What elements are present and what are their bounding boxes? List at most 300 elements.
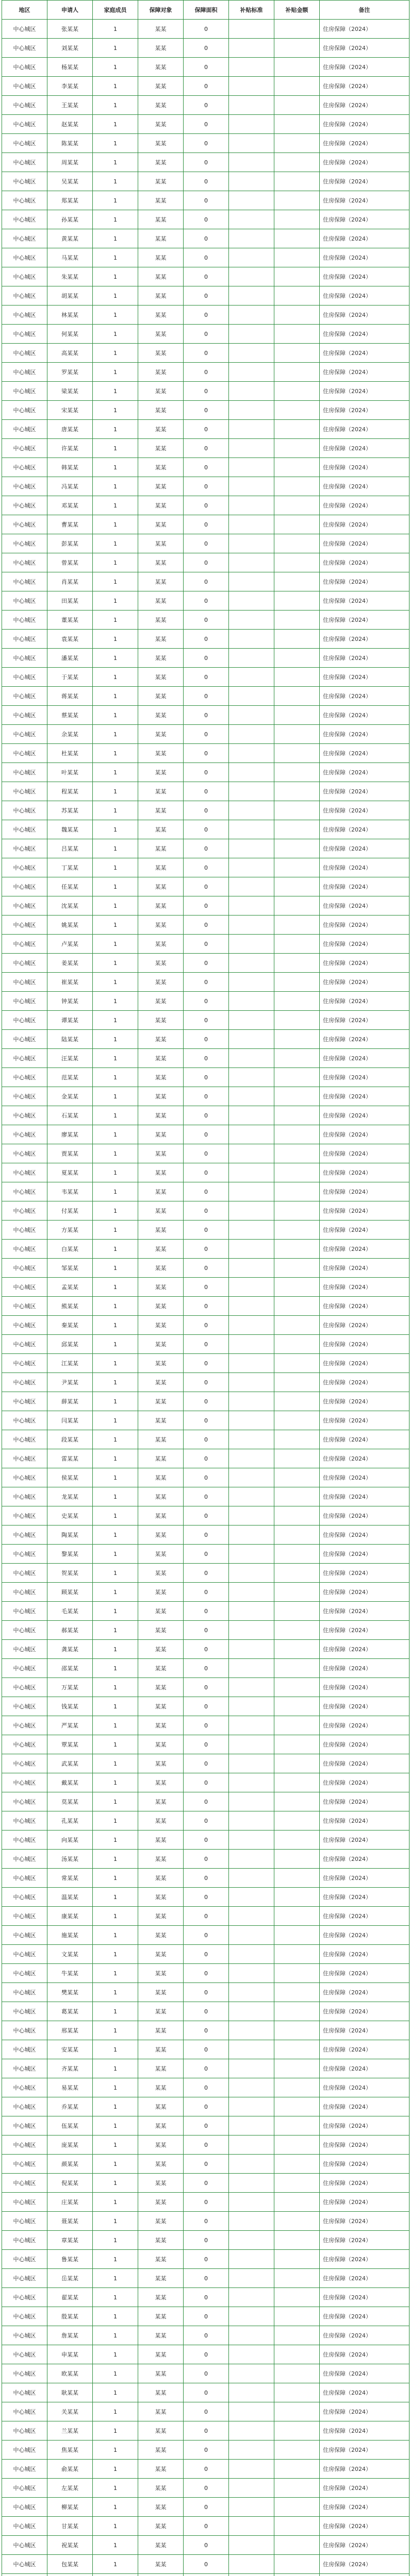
table-cell: 中心城区 xyxy=(2,782,47,801)
table-row xyxy=(2,1068,409,1087)
table-row xyxy=(2,2536,409,2555)
table-row xyxy=(2,134,409,153)
table-cell xyxy=(274,401,320,420)
table-row xyxy=(2,820,409,839)
table-cell xyxy=(229,706,274,725)
table-cell xyxy=(229,1221,274,1240)
table-cell xyxy=(229,2364,274,2383)
table-cell: 中心城区 xyxy=(2,191,47,210)
table-cell: 某某 xyxy=(138,2536,184,2555)
table-cell: 住房保障（2024） xyxy=(320,496,409,515)
table-cell xyxy=(229,1697,274,1716)
table-cell: 某某 xyxy=(138,2078,184,2097)
table-cell: 住房保障（2024） xyxy=(320,1182,409,1201)
table-row xyxy=(2,1792,409,1811)
table-cell: 邹某某 xyxy=(47,1259,93,1278)
table-cell: 住房保障（2024） xyxy=(320,2078,409,2097)
table-cell: 某某 xyxy=(138,439,184,458)
table-cell: 中心城区 xyxy=(2,1373,47,1392)
table-cell: 某某 xyxy=(138,1106,184,1125)
table-cell xyxy=(229,1964,274,1983)
table-cell: 中心城区 xyxy=(2,382,47,401)
table-cell xyxy=(274,2116,320,2136)
table-row xyxy=(2,1449,409,1468)
table-row xyxy=(2,77,409,96)
table-cell: 左某某 xyxy=(47,2479,93,2498)
table-cell: 某某 xyxy=(138,1640,184,1659)
table-cell: 易某某 xyxy=(47,2078,93,2097)
table-cell xyxy=(274,725,320,744)
table-cell: 某某 xyxy=(138,420,184,439)
table-cell: 1 xyxy=(93,58,138,77)
table-cell: 1 xyxy=(93,2193,138,2212)
table-cell: 中心城区 xyxy=(2,1163,47,1182)
table-cell: 温某某 xyxy=(47,1888,93,1907)
table-row xyxy=(2,2002,409,2021)
table-cell xyxy=(229,1125,274,1144)
table-cell: 0 xyxy=(184,115,229,134)
table-cell: 某某 xyxy=(138,1888,184,1907)
table-cell: 住房保障（2024） xyxy=(320,1545,409,1564)
table-cell: 1 xyxy=(93,306,138,325)
column-header: 补贴标准 xyxy=(229,1,274,20)
table-cell: 余某某 xyxy=(47,725,93,744)
table-cell: 0 xyxy=(184,2193,229,2212)
table-cell: 某某 xyxy=(138,916,184,935)
table-cell: 施某某 xyxy=(47,1926,93,1945)
table-cell: 1 xyxy=(93,1945,138,1964)
table-cell: 中心城区 xyxy=(2,2536,47,2555)
table-row xyxy=(2,877,409,896)
table-cell: 1 xyxy=(93,39,138,58)
table-cell xyxy=(274,1030,320,1049)
table-cell: 熊某某 xyxy=(47,1297,93,1316)
table-cell: 常某某 xyxy=(47,1869,93,1888)
table-cell: 0 xyxy=(184,2307,229,2326)
table-cell: 吕某某 xyxy=(47,839,93,858)
table-cell: 1 xyxy=(93,1602,138,1621)
table-cell: 齐某某 xyxy=(47,2059,93,2078)
table-cell: 住房保障（2024） xyxy=(320,2421,409,2441)
table-cell: 某某 xyxy=(138,630,184,649)
table-cell: 中心城区 xyxy=(2,706,47,725)
table-cell xyxy=(274,2231,320,2250)
table-cell: 焦某某 xyxy=(47,2441,93,2460)
table-cell: 中心城区 xyxy=(2,439,47,458)
table-cell: 1 xyxy=(93,2040,138,2059)
table-cell: 1 xyxy=(93,2059,138,2078)
column-header: 申请人 xyxy=(47,1,93,20)
table-row xyxy=(2,1564,409,1583)
table-cell: 0 xyxy=(184,1316,229,1335)
table-cell: 武某某 xyxy=(47,1754,93,1773)
table-cell: 某某 xyxy=(138,1487,184,1506)
column-header: 保障面积 xyxy=(184,1,229,20)
table-cell xyxy=(229,210,274,229)
table-cell: 中心城区 xyxy=(2,115,47,134)
table-cell: 住房保障（2024） xyxy=(320,286,409,306)
table-cell: 柳某某 xyxy=(47,2498,93,2517)
table-cell: 中心城区 xyxy=(2,2002,47,2021)
table-row xyxy=(2,1907,409,1926)
table-cell: 侯某某 xyxy=(47,1468,93,1487)
table-cell xyxy=(274,1621,320,1640)
table-cell: 住房保障（2024） xyxy=(320,1926,409,1945)
table-cell: 住房保障（2024） xyxy=(320,1945,409,1964)
table-cell xyxy=(229,2116,274,2136)
table-cell xyxy=(274,896,320,916)
table-cell: 住房保障（2024） xyxy=(320,2174,409,2193)
table-cell: 1 xyxy=(93,858,138,877)
table-cell: 住房保障（2024） xyxy=(320,2460,409,2479)
table-row xyxy=(2,839,409,858)
table-cell: 1 xyxy=(93,744,138,763)
table-cell xyxy=(229,267,274,286)
table-cell: 中心城区 xyxy=(2,1221,47,1240)
table-cell xyxy=(274,2536,320,2555)
table-cell xyxy=(274,553,320,572)
table-cell: 邵某某 xyxy=(47,1659,93,1678)
table-row xyxy=(2,267,409,286)
table-cell xyxy=(274,439,320,458)
table-cell xyxy=(229,1926,274,1945)
table-cell xyxy=(274,1068,320,1087)
table-cell: 某某 xyxy=(138,1297,184,1316)
table-cell: 1 xyxy=(93,1621,138,1640)
table-cell: 胡某某 xyxy=(47,286,93,306)
table-cell: 中心城区 xyxy=(2,229,47,248)
table-cell xyxy=(274,2498,320,2517)
table-cell: 0 xyxy=(184,1926,229,1945)
table-row xyxy=(2,687,409,706)
column-header: 备注 xyxy=(320,1,409,20)
table-cell: 某某 xyxy=(138,1678,184,1697)
table-cell: 0 xyxy=(184,1983,229,2002)
table-cell: 住房保障（2024） xyxy=(320,363,409,382)
table-cell: 住房保障（2024） xyxy=(320,649,409,668)
table-cell xyxy=(274,1335,320,1354)
table-cell: 0 xyxy=(184,591,229,611)
table-cell: 1 xyxy=(93,1182,138,1201)
table-cell: 住房保障（2024） xyxy=(320,96,409,115)
table-cell xyxy=(274,1831,320,1850)
table-cell: 某某 xyxy=(138,1392,184,1411)
table-cell: 中心城区 xyxy=(2,1773,47,1792)
table-cell xyxy=(274,1659,320,1678)
table-cell: 中心城区 xyxy=(2,2345,47,2364)
table-cell: 1 xyxy=(93,134,138,153)
table-cell xyxy=(229,58,274,77)
table-cell: 1 xyxy=(93,1869,138,1888)
table-cell: 曾某某 xyxy=(47,553,93,572)
table-cell: 中心城区 xyxy=(2,1335,47,1354)
table-row xyxy=(2,591,409,611)
table-cell: 王某某 xyxy=(47,96,93,115)
table-cell: 颜某某 xyxy=(47,2155,93,2174)
table-cell xyxy=(274,591,320,611)
table-cell: 顾某某 xyxy=(47,1583,93,1602)
table-cell: 中心城区 xyxy=(2,1602,47,1621)
table-cell: 付某某 xyxy=(47,1201,93,1221)
table-cell: 某某 xyxy=(138,325,184,344)
table-cell: 贺某某 xyxy=(47,1564,93,1583)
table-cell xyxy=(274,1163,320,1182)
table-cell: 岳某某 xyxy=(47,2269,93,2288)
table-cell: 住房保障（2024） xyxy=(320,725,409,744)
column-header: 家庭成员 xyxy=(93,1,138,20)
table-cell: 某某 xyxy=(138,477,184,496)
table-cell: 1 xyxy=(93,1201,138,1221)
table-cell: 0 xyxy=(184,1811,229,1831)
table-cell: 某某 xyxy=(138,172,184,191)
table-cell: 中心城区 xyxy=(2,134,47,153)
table-cell: 牛某某 xyxy=(47,1964,93,1983)
table-cell: 邢某某 xyxy=(47,2021,93,2040)
table-cell: 1 xyxy=(93,2116,138,2136)
table-cell: 中心城区 xyxy=(2,954,47,973)
table-cell: 闫某某 xyxy=(47,1411,93,1430)
table-cell xyxy=(229,763,274,782)
table-cell: 住房保障（2024） xyxy=(320,2498,409,2517)
table-cell xyxy=(229,1068,274,1087)
table-cell: 中心城区 xyxy=(2,2479,47,2498)
table-cell xyxy=(229,1640,274,1659)
table-cell: 中心城区 xyxy=(2,1201,47,1221)
table-cell: 某某 xyxy=(138,1564,184,1583)
table-row xyxy=(2,2174,409,2193)
table-cell: 1 xyxy=(93,916,138,935)
table-cell xyxy=(229,20,274,39)
table-cell: 1 xyxy=(93,477,138,496)
table-cell: 住房保障（2024） xyxy=(320,611,409,630)
table-cell: 某某 xyxy=(138,191,184,210)
table-cell xyxy=(274,858,320,877)
table-cell xyxy=(229,2441,274,2460)
table-cell: 某某 xyxy=(138,744,184,763)
table-cell: 某某 xyxy=(138,801,184,820)
table-row xyxy=(2,1144,409,1163)
table-cell: 0 xyxy=(184,1792,229,1811)
table-cell: 中心城区 xyxy=(2,2155,47,2174)
column-header: 保障对象 xyxy=(138,1,184,20)
table-cell: 中心城区 xyxy=(2,1430,47,1449)
table-cell xyxy=(274,2269,320,2288)
table-cell: 住房保障（2024） xyxy=(320,1411,409,1430)
table-cell xyxy=(274,1201,320,1221)
table-row xyxy=(2,2250,409,2269)
table-cell: 某某 xyxy=(138,973,184,992)
table-cell: 某某 xyxy=(138,2250,184,2269)
table-cell: 雷某某 xyxy=(47,1449,93,1468)
table-row xyxy=(2,2059,409,2078)
table-cell: 住房保障（2024） xyxy=(320,1506,409,1526)
table-cell: 住房保障（2024） xyxy=(320,763,409,782)
table-cell: 某某 xyxy=(138,725,184,744)
table-cell: 住房保障（2024） xyxy=(320,1163,409,1182)
table-cell: 0 xyxy=(184,1221,229,1240)
table-cell: 住房保障（2024） xyxy=(320,2021,409,2040)
table-cell: 0 xyxy=(184,916,229,935)
table-cell: 住房保障（2024） xyxy=(320,58,409,77)
table-cell: 中心城区 xyxy=(2,801,47,820)
table-cell: 袁某某 xyxy=(47,630,93,649)
table-row xyxy=(2,973,409,992)
table-cell: 住房保障（2024） xyxy=(320,1583,409,1602)
table-cell: 吴某某 xyxy=(47,172,93,191)
table-cell: 张某某 xyxy=(47,20,93,39)
table-cell: 0 xyxy=(184,1011,229,1030)
table-cell xyxy=(320,2574,409,2576)
table-cell: 住房保障（2024） xyxy=(320,1030,409,1049)
table-cell xyxy=(229,649,274,668)
table-row xyxy=(2,1831,409,1850)
table-cell: 1 xyxy=(93,992,138,1011)
table-cell: 住房保障（2024） xyxy=(320,973,409,992)
table-cell xyxy=(274,1754,320,1773)
table-cell: 住房保障（2024） xyxy=(320,1278,409,1297)
table-row xyxy=(2,401,409,420)
table-cell: 1 xyxy=(93,1163,138,1182)
table-cell xyxy=(229,820,274,839)
table-row xyxy=(2,706,409,725)
table-cell xyxy=(229,1144,274,1163)
table-cell: 1 xyxy=(93,2136,138,2155)
table-cell: 某某 xyxy=(138,1259,184,1278)
table-cell: 0 xyxy=(184,1182,229,1201)
table-cell: 住房保障（2024） xyxy=(320,2536,409,2555)
table-cell xyxy=(274,534,320,553)
table-cell xyxy=(274,2250,320,2269)
table-cell: 某某 xyxy=(138,954,184,973)
table-cell: 某某 xyxy=(138,706,184,725)
table-cell: 殷某某 xyxy=(47,2307,93,2326)
table-cell xyxy=(229,1583,274,1602)
table-cell xyxy=(274,20,320,39)
table-cell: 中心城区 xyxy=(2,477,47,496)
table-row xyxy=(2,306,409,325)
table-cell: 中心城区 xyxy=(2,2097,47,2116)
table-cell: 住房保障（2024） xyxy=(320,1716,409,1735)
table-row xyxy=(2,1983,409,2002)
table-row xyxy=(2,2212,409,2231)
table-cell xyxy=(274,2517,320,2536)
table-cell: 1 xyxy=(93,1964,138,1983)
table-cell: 0 xyxy=(184,687,229,706)
table-cell: 某某 xyxy=(138,1468,184,1487)
table-row xyxy=(2,1850,409,1869)
table-row xyxy=(2,2021,409,2040)
table-cell: 董某某 xyxy=(47,611,93,630)
table-cell: 钱某某 xyxy=(47,1697,93,1716)
table-cell: 0 xyxy=(184,458,229,477)
table-cell: 0 xyxy=(184,553,229,572)
table-cell: 某某 xyxy=(138,1049,184,1068)
table-cell: 住房保障（2024） xyxy=(320,1259,409,1278)
table-row xyxy=(2,2517,409,2536)
table-row xyxy=(2,1659,409,1678)
table-cell: 某某 xyxy=(138,1716,184,1735)
table-cell xyxy=(229,96,274,115)
table-cell xyxy=(229,858,274,877)
table-cell: 某某 xyxy=(138,210,184,229)
table-cell xyxy=(229,1659,274,1678)
table-cell xyxy=(229,877,274,896)
table-cell: 1 xyxy=(93,458,138,477)
table-cell: 中心城区 xyxy=(2,1754,47,1773)
table-row xyxy=(2,1602,409,1621)
table-cell xyxy=(274,2021,320,2040)
table-cell xyxy=(229,1087,274,1106)
table-cell: 0 xyxy=(184,2078,229,2097)
table-cell xyxy=(274,992,320,1011)
table-cell: 某某 xyxy=(138,115,184,134)
table-cell: 0 xyxy=(184,2059,229,2078)
table-cell: 0 xyxy=(184,1831,229,1850)
table-cell: 0 xyxy=(184,1430,229,1449)
table-cell xyxy=(229,2479,274,2498)
table-cell xyxy=(47,2574,93,2576)
table-cell: 某某 xyxy=(138,2288,184,2307)
table-cell: 1 xyxy=(93,1068,138,1087)
table-cell: 某某 xyxy=(138,1811,184,1831)
table-cell xyxy=(274,1811,320,1831)
table-cell xyxy=(93,2574,138,2576)
table-cell: 中心城区 xyxy=(2,1735,47,1754)
table-cell: 0 xyxy=(184,363,229,382)
table-cell xyxy=(274,2174,320,2193)
table-cell: 中心城区 xyxy=(2,553,47,572)
table-cell xyxy=(274,2136,320,2155)
table-cell xyxy=(274,477,320,496)
table-cell: 翟某某 xyxy=(47,2288,93,2307)
table-cell xyxy=(229,153,274,172)
table-cell: 0 xyxy=(184,58,229,77)
table-row xyxy=(2,1526,409,1545)
table-cell: 0 xyxy=(184,515,229,534)
table-cell xyxy=(274,2212,320,2231)
table-cell: 住房保障（2024） xyxy=(320,1564,409,1583)
table-cell: 何某某 xyxy=(47,325,93,344)
table-row xyxy=(2,1087,409,1106)
table-cell xyxy=(229,2536,274,2555)
table-cell: 某某 xyxy=(138,515,184,534)
table-row xyxy=(2,935,409,954)
table-row xyxy=(2,210,409,229)
table-cell: 住房保障（2024） xyxy=(320,1640,409,1659)
table-cell xyxy=(274,820,320,839)
table-cell: 1 xyxy=(93,935,138,954)
table-cell xyxy=(274,839,320,858)
table-cell: 某某 xyxy=(138,401,184,420)
table-cell: 1 xyxy=(93,782,138,801)
table-cell: 中心城区 xyxy=(2,1926,47,1945)
table-cell: 1 xyxy=(93,687,138,706)
table-cell: 1 xyxy=(93,1697,138,1716)
table-cell: 某某 xyxy=(138,2040,184,2059)
table-cell xyxy=(229,382,274,401)
table-cell: 俞某某 xyxy=(47,2460,93,2479)
table-cell: 住房保障（2024） xyxy=(320,2402,409,2421)
table-cell xyxy=(274,2078,320,2097)
table-cell: 薛某某 xyxy=(47,1392,93,1411)
table-cell: 某某 xyxy=(138,763,184,782)
table-row xyxy=(2,1506,409,1526)
table-cell: 住房保障（2024） xyxy=(320,1697,409,1716)
table-row xyxy=(2,2460,409,2479)
table-cell xyxy=(274,420,320,439)
table-cell xyxy=(229,248,274,267)
table-cell xyxy=(274,1792,320,1811)
